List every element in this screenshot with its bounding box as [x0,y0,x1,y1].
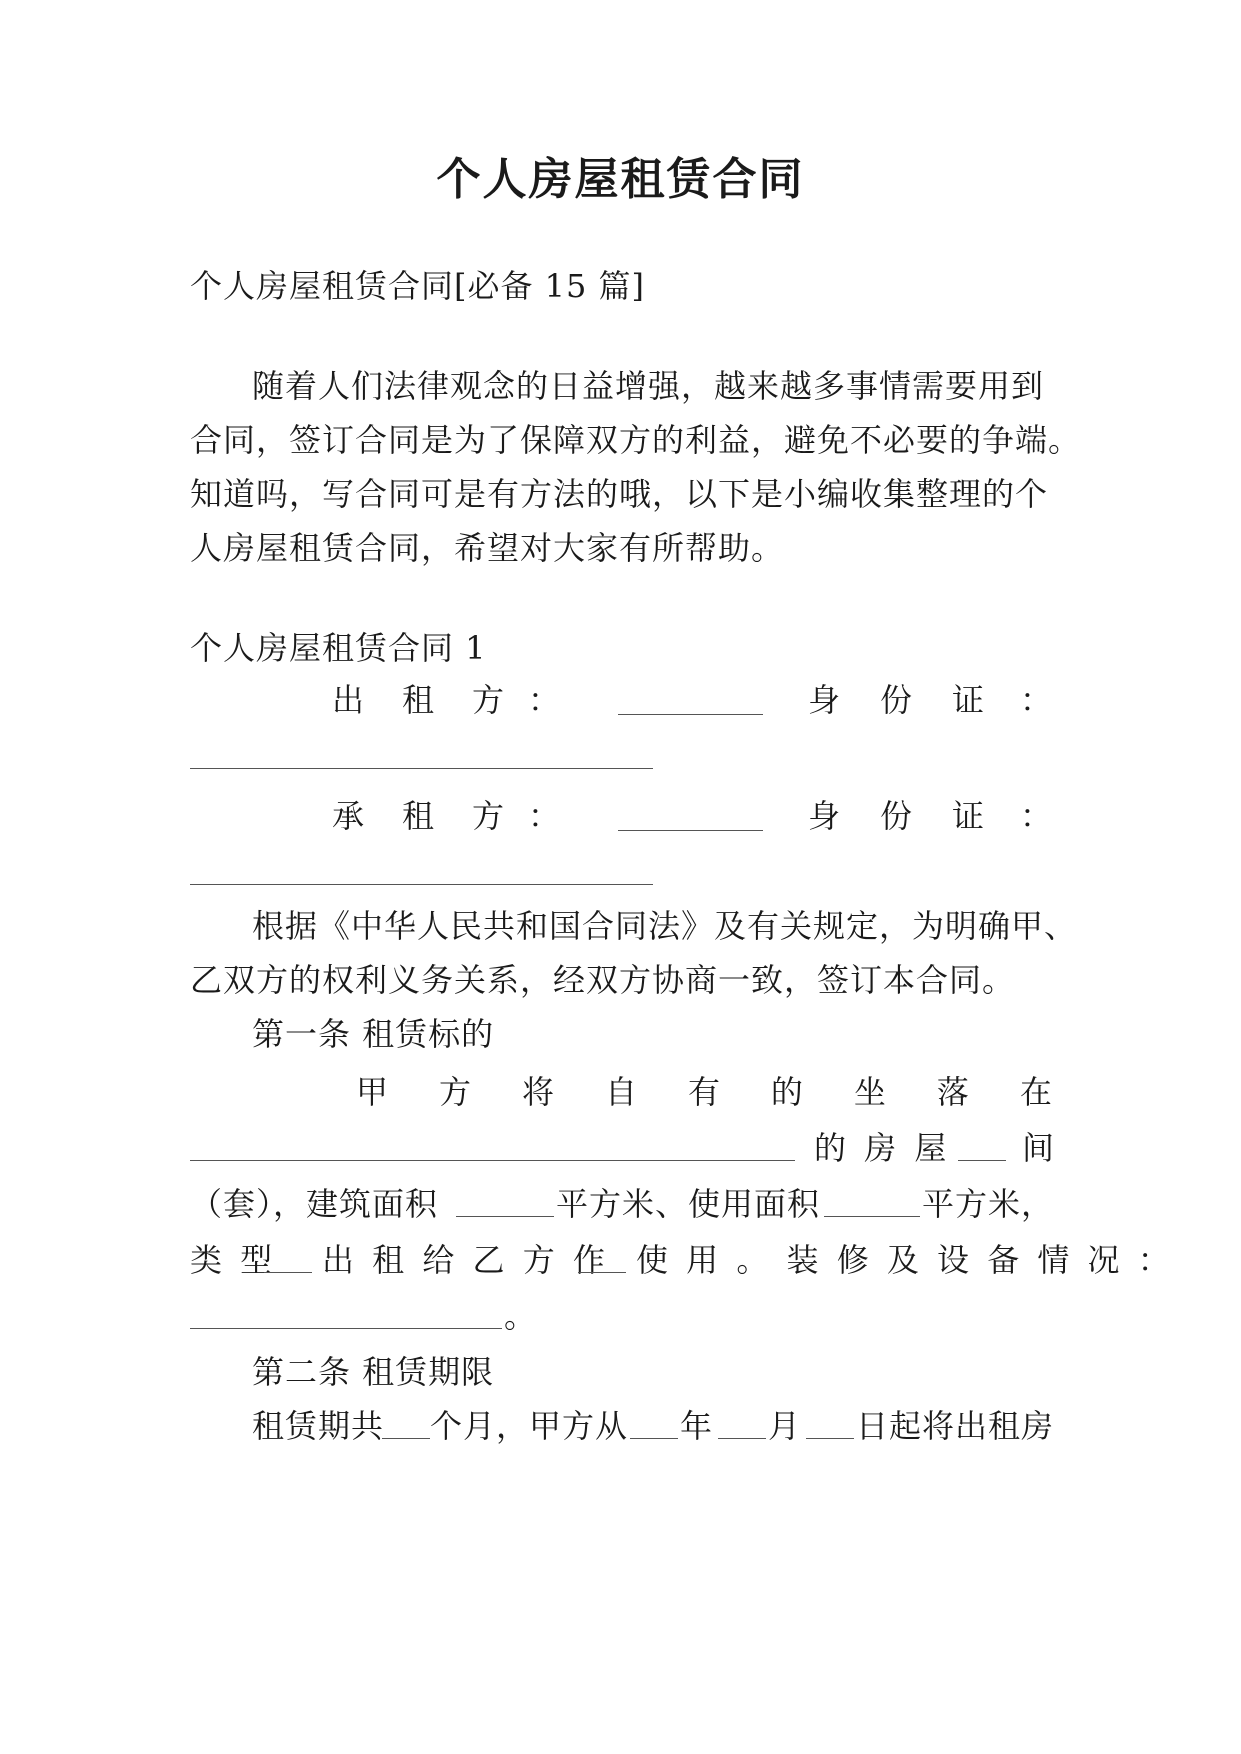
document-title: 个人房屋租赁合同 [436,154,805,205]
months-blank[interactable] [382,1408,430,1439]
basis-line-1: 根据《中华人民共和国合同法》及有关规定，为明确甲、 [252,907,1078,945]
article-1-line-1 [356,1070,1053,1114]
lessee-char-2: 租 [402,797,436,835]
a1-char-9: 在 [1019,1073,1053,1111]
usable-area-unit: 平方米， [922,1185,1055,1223]
lessee-char-3: 方 [472,797,506,835]
usage-text: 使 用 。 装 修 及 设 备 情 况 ： [636,1241,1174,1279]
a1-char-3: 将 [521,1073,555,1111]
a1-char-1: 甲 [356,1073,390,1111]
month-unit: 月 [768,1407,802,1445]
day-blank[interactable] [806,1408,854,1439]
article-2-heading: 第二条 租赁期限 [252,1353,495,1391]
lessor-char-1: 出 [332,681,366,719]
a1-char-7: 坐 [853,1073,887,1111]
usable-area-label: 平方米、使用面积 [556,1185,821,1223]
lessee-id-colon: ： [1020,797,1054,835]
lessor-id-blank[interactable] [190,768,653,769]
rooms-blank[interactable] [958,1130,1006,1161]
a1-char-6: 的 [770,1073,804,1111]
equipment-end: 。 [504,1297,538,1335]
a1-char-2: 方 [438,1073,472,1111]
contract-heading: 个人房屋租赁合同 1 [190,629,487,667]
article-1-heading: 第一条 租赁标的 [252,1015,495,1053]
building-area-label: （套），建筑面积 [190,1185,439,1223]
lessor-id-char-3: 证 [952,681,986,719]
lease-to-text: 出 租 给 乙 方 作 [322,1241,609,1279]
lessee-name-blank[interactable] [618,800,763,831]
lessee-id-char-1: 身 [808,797,842,835]
year-unit: 年 [680,1407,714,1445]
equipment-blank[interactable] [190,1298,502,1329]
lessor-char-2: 租 [402,681,436,719]
intro-line-1: 随着人们法律观念的日益增强，越来越多事情需要用到 [252,367,1045,405]
usable-area-blank[interactable] [824,1186,920,1217]
lessee-id-char-2: 份 [880,797,914,835]
from-text: 个月，甲方从 [430,1407,629,1445]
lessor-char-3: 方 [472,681,506,719]
lessor-id-char-1: 身 [808,681,842,719]
a1-char-5: 有 [687,1073,721,1111]
a1-char-8: 落 [936,1073,970,1111]
intro-line-3: 知道吗，写合同可是有方法的哦，以下是小编收集整理的个 [190,475,1049,513]
a1-char-4: 自 [604,1073,638,1111]
building-area-blank[interactable] [456,1186,554,1217]
lessee-id-blank[interactable] [190,884,653,885]
lessee-id-char-3: 证 [952,797,986,835]
location-blank[interactable] [190,1130,795,1161]
start-text: 日起将出租房 [856,1407,1055,1445]
lessor-id-colon: ： [1020,681,1054,719]
lessor-id-char-2: 份 [880,681,914,719]
document-subtitle: 个人房屋租赁合同[必备 15 篇] [190,267,646,305]
year-blank[interactable] [630,1408,678,1439]
basis-line-2: 乙双方的权利义务关系，经双方协商一致，签订本合同。 [190,961,1016,999]
lessee-char-1: 承 [332,797,366,835]
usage-blank[interactable] [578,1242,626,1273]
lessor-name-blank[interactable] [618,684,763,715]
room-unit: 间 [1022,1129,1056,1167]
month-blank[interactable] [718,1408,766,1439]
house-text: 的 房 屋 [814,1129,951,1167]
intro-line-2: 合同，签订合同是为了保障双方的利益，避免不必要的争端。 [190,421,1082,459]
type-label: 类 型 [190,1241,277,1279]
lessee-colon: ： [528,797,562,835]
intro-line-4: 人房屋租赁合同，希望对大家有所帮助。 [190,529,785,567]
lessor-colon: ： [528,681,562,719]
term-label: 租赁期共 [252,1407,385,1445]
type-blank[interactable] [264,1242,312,1273]
